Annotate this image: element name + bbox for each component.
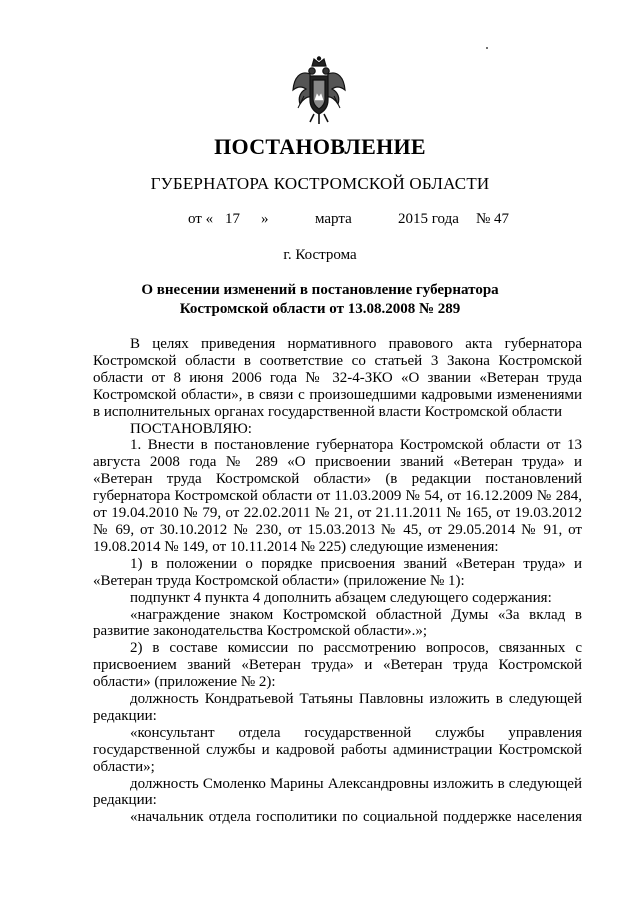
paragraph-item-1: 1. Внести в постановление губернатора Костромской области от 13 августа 2008 года № 289 «О присвоении званий «Ветеран труда» и «Ветеран труда Костромской области» (в редакции постановлений губернатора Костромской области от 11.03.2009 № 54, от 16.12.2009 № 284, от 19.04.2010 № 79, от 22.02.2011 № 21, от 21.11.2011 № 165, от 19.03.2012 № 69, от 30.10.2012 № 230, от 15.03.2013 № 45, от 29.05.2014 № 91, от 19.08.2014 № 149, от 10.11.2014 № 225) следующие изменения: — [93, 437, 582, 555]
paragraph-preamble: В целях приведения нормативного правового акта губернатора Костромской области в соответствие со статьей 3 Закона Костромской области от 8 июня 2006 года № 32-4-ЗКО «О звании «Ветеран труда Костромской области», в связи с произошедшими кадровыми изменениями в исполнительных органах государственной власти Костромской области — [93, 336, 582, 420]
date-day: 17 — [225, 211, 240, 227]
paragraph-quote-consultant: «консультант отдела государственной службы управления государственной службы и кадровой работы администрации Костромской области»; — [93, 724, 582, 775]
scan-speck — [486, 47, 488, 49]
paragraph-quote-award: «награждение знаком Костромской областной Думы «За вклад в развитие законодательства Костромской области».»; — [93, 606, 582, 640]
paragraph-resolve: ПОСТАНОВЛЯЮ: — [130, 420, 252, 437]
document-body — [93, 336, 582, 826]
date-prefix: от « — [188, 211, 214, 227]
paragraph-position-smolenko: должность Смоленко Марины Александровны изложить в следующей редакции: — [93, 775, 582, 809]
document-title: ПОСТАНОВЛЕНИЕ — [214, 134, 426, 159]
document-number: № 47 — [476, 211, 510, 227]
paragraph-quote-head: «начальник отдела госполитики по социальной поддержке населения — [130, 809, 582, 826]
paragraph-subpoint: подпункт 4 пункта 4 дополнить абзацем следующего содержания: — [130, 589, 552, 606]
date-year: 2015 года — [398, 211, 459, 227]
paragraph-subitem-1: 1) в положении о порядке присвоения званий «Ветеран труда» и «Ветеран труда Костромской области» (приложение № 1): — [93, 555, 582, 589]
heading-line: О внесении изменений в постановление губернатора — [141, 282, 499, 298]
document-city: г. Кострома — [283, 247, 357, 263]
paragraph-position-kondratyeva: должность Кондратьевой Татьяны Павловны изложить в следующей редакции: — [93, 691, 582, 724]
date-close-quote: » — [261, 211, 269, 227]
paragraph-subitem-2: 2) в составе комиссии по рассмотрению вопросов, связанных с присвоением званий «Ветеран труда» и «Ветеран труда Костромской области» (приложение № 2): — [93, 640, 582, 691]
document-heading — [0, 281, 640, 319]
coat-of-arms-icon — [290, 56, 348, 126]
date-month: марта — [315, 211, 352, 227]
heading-line: Костромской области от 13.08.2008 № 289 — [179, 301, 461, 317]
document-issuer: ГУБЕРНАТОРА КОСТРОМСКОЙ ОБЛАСТИ — [150, 174, 490, 193]
